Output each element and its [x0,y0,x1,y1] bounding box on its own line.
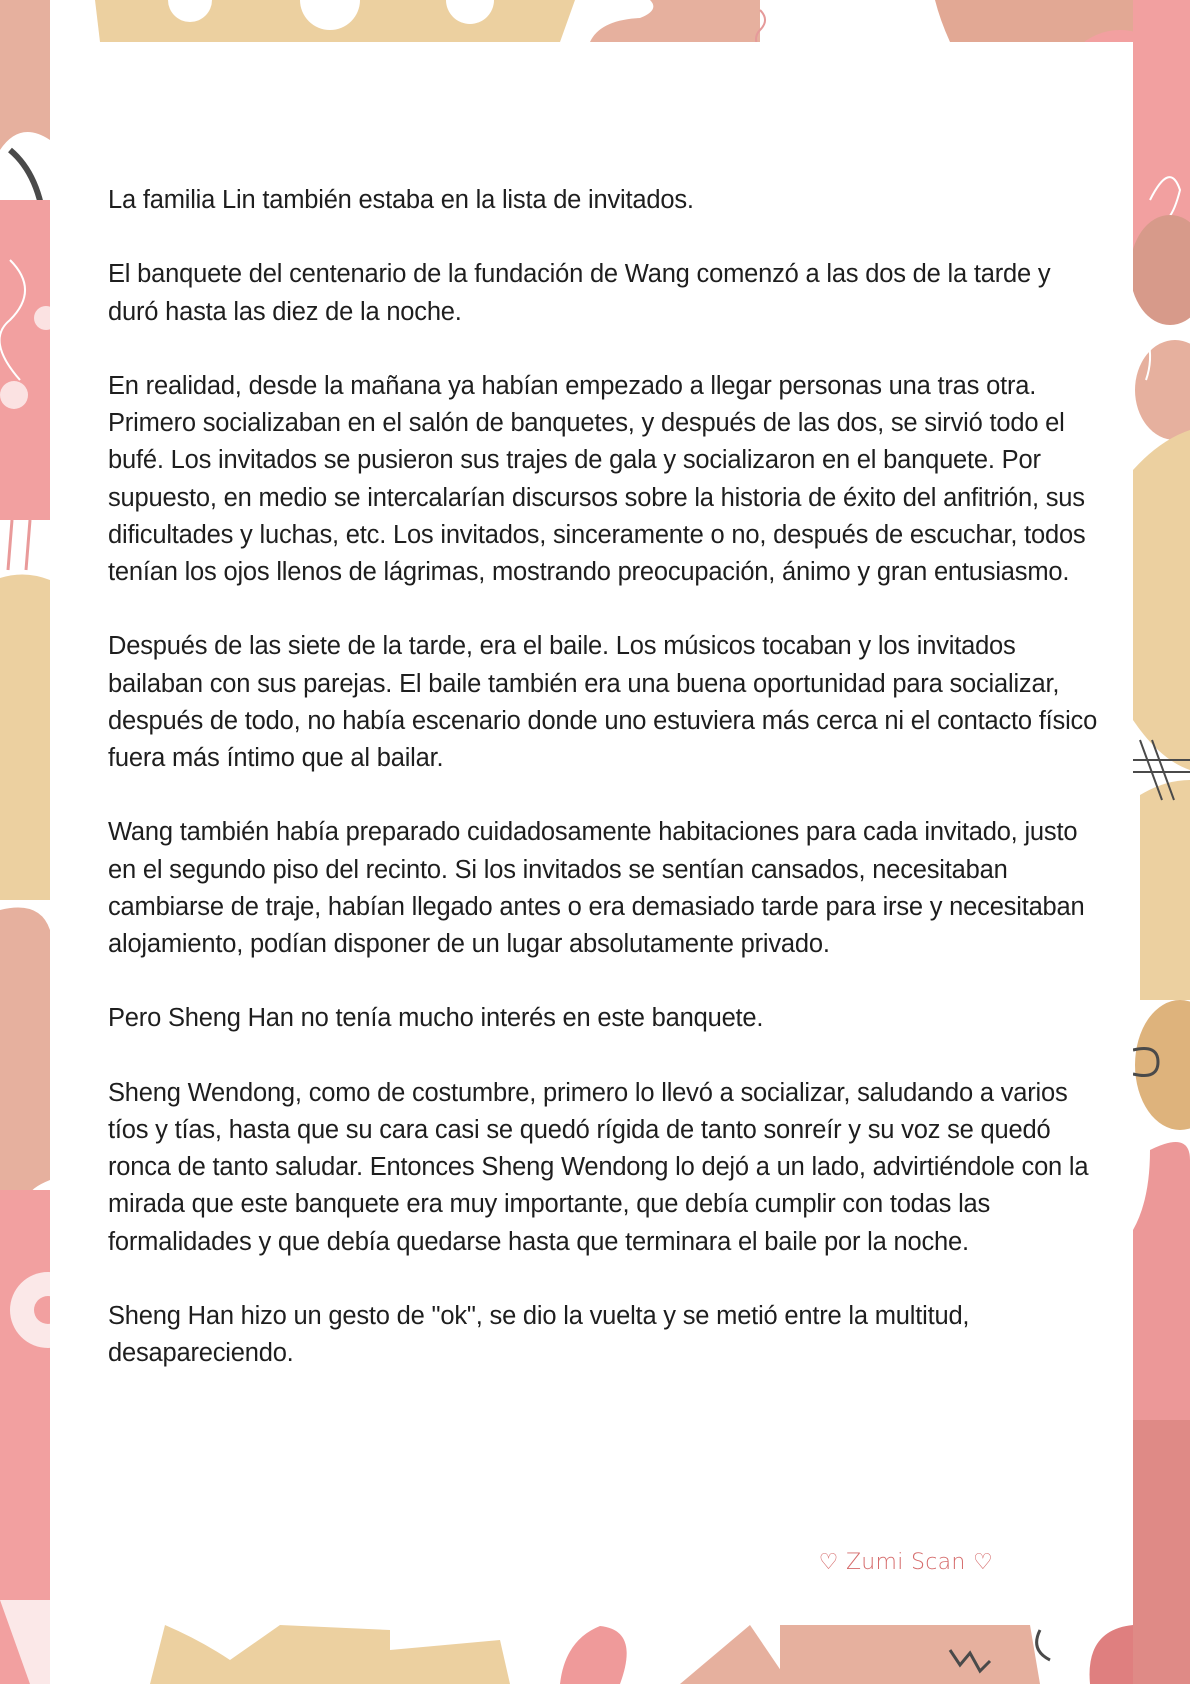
paragraph: Sheng Wendong, como de costumbre, primero lo llevó a socializar, saludando a varios tíos y tías, hasta que su cara casi se quedó rígida de tanto sonreír y su voz se quedó ronca de tanto saludar. Entonces Sheng Wendong lo dejó a un lado, advirtiéndole con la mirada que este banquete era muy importante, que debía cumplir con todas las formalidades y que debía quedarse hasta que terminara el baile por la noche. [108,1078,1089,1256]
scanlator-signature: ♡ Zumi Scan ♡ [818,1550,993,1575]
paragraph: Después de las siete de la tarde, era el baile. Los músicos tocaban y los invitados bailaban con sus parejas. El baile también era una buena oportunidad para socializar, después de todo, no había escenario donde uno estuviera más cerca ni el contacto físico fuera más íntimo que al bailar. [108,632,1098,772]
paragraph: El banquete del centenario de la fundación de Wang comenzó a las dos de la tarde y duró hasta las diez de la noche. [108,260,1051,326]
paragraph: Wang también había preparado cuidadosamente habitaciones para cada invitado, justo en el segundo piso del recinto. Si los invitados se sentían cansados, necesitaban cambiarse de traje, habían llegado antes o era demasiado tarde para irse y necesitaban alojamiento, podían disponer de un lugar absolutamente privado. [108,818,1085,958]
paragraph: La familia Lin también estaba en la lista de invitados. [108,186,694,214]
paragraph: Pero Sheng Han no tenía mucho interés en este banquete. [108,1004,764,1033]
document-page [50,42,1133,1621]
chapter-text [108,182,1098,1410]
paragraph: Sheng Han hizo un gesto de "ok", se dio la vuelta y se metió entre la multitud, desapareciendo. [108,1301,970,1368]
paragraph: En realidad, desde la mañana ya habían empezado a llegar personas una tras otra. Primero socializaban en el salón de banquetes, y después de las dos, se sirvió todo el bufé. Los invitados se pusieron sus trajes de gala y socializaron en el banquete. Por supuesto, en medio se intercalarían discursos sobre la historia de éxito del anfitrión, sus dificultades y luchas, etc. Los invitados, sinceramente o no, después de escuchar, todos tenían los ojos llenos de lágrimas, mostrando preocupación, ánimo y gran entusiasmo. [108,371,1086,586]
